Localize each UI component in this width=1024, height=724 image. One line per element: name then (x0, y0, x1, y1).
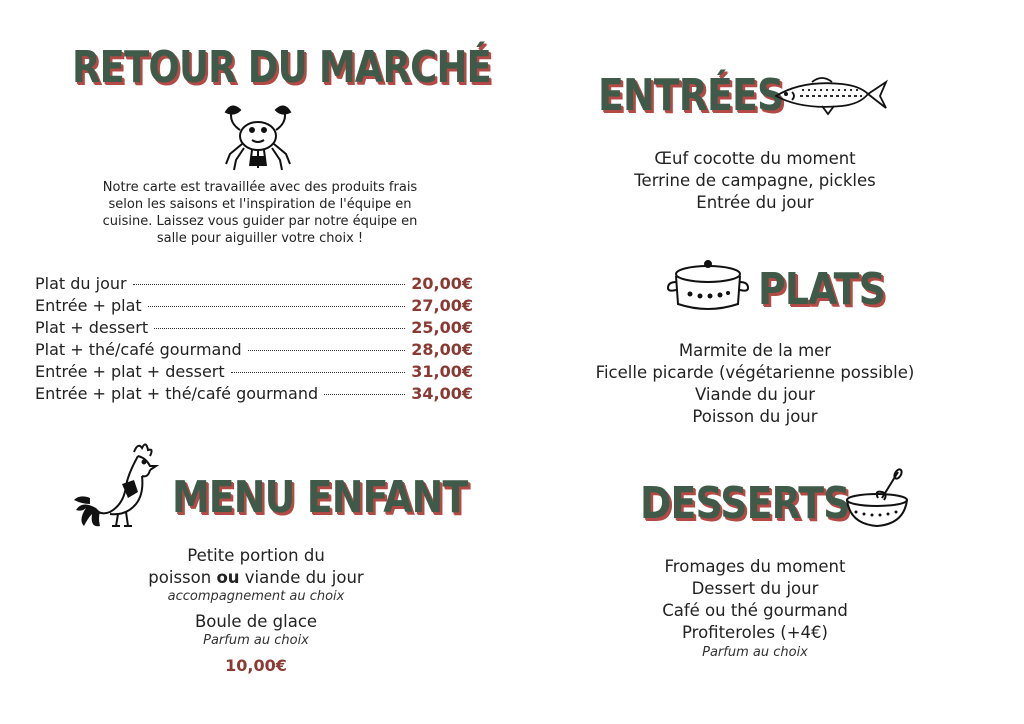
kids-word-bold: ou (216, 568, 240, 587)
kids-line (106, 567, 406, 589)
menu-item: Œuf cocotte du moment (654, 149, 856, 168)
formula-label: Entrée + plat (35, 296, 142, 315)
formula-price: 27,00€ (411, 296, 473, 315)
intro-text (60, 179, 460, 247)
menu-item: Dessert du jour (691, 579, 819, 598)
menu-item: Viande du jour (694, 385, 816, 404)
kids-note: Parfum au choix (203, 633, 309, 648)
formula-price: 20,00€ (411, 274, 473, 293)
formula-label: Entrée + plat + thé/café gourmand (35, 384, 319, 403)
formula-row (35, 274, 473, 296)
entrees-list (582, 148, 928, 214)
formula-label: Plat du jour (35, 274, 127, 293)
formula-list (35, 274, 473, 406)
menu-item: Fromages du moment (664, 557, 846, 576)
formula-price: 31,00€ (411, 362, 473, 381)
menu-item: Terrine de campagne, pickles (634, 171, 876, 190)
formula-label: Plat + dessert (35, 318, 149, 337)
menu-item: Poisson du jour (692, 407, 818, 426)
intro-line: cuisine. Laissez vous guider par notre équipe en (102, 214, 418, 229)
leader-dots (248, 350, 406, 351)
desserts-title: DESSERTS (640, 478, 850, 529)
formula-label: Plat + thé/café gourmand (35, 340, 242, 359)
formula-label: Entrée + plat + dessert (35, 362, 225, 381)
kids-title: MENU ENFANT (172, 472, 468, 523)
kids-word: poisson (148, 568, 212, 587)
crab-icon (218, 100, 298, 172)
menu-item: Ficelle picarde (végétarienne possible) (595, 363, 915, 382)
entrees-title: ENTRÉES (598, 70, 784, 121)
fish-icon (772, 74, 890, 116)
rooster-icon (72, 438, 162, 530)
intro-line: salle pour aiguiller votre choix ! (156, 231, 364, 246)
kids-line: Petite portion du (187, 546, 325, 565)
formula-price: 25,00€ (411, 318, 473, 337)
kids-note: accompagnement au choix (167, 589, 345, 604)
menu-item: Profiteroles (+4€) (682, 623, 828, 642)
formula-row (35, 340, 473, 362)
menu-item: Entrée du jour (696, 193, 814, 212)
kids-line: Boule de glace (194, 612, 318, 631)
pot-icon (666, 258, 750, 316)
leader-dots (324, 394, 405, 395)
plats-title: PLATS (758, 264, 885, 315)
formula-row (35, 296, 473, 318)
desserts-list (582, 556, 928, 662)
kids-price: 10,00€ (225, 656, 287, 675)
main-title: RETOUR DU MARCHÉ (72, 42, 491, 93)
plats-list (582, 340, 928, 428)
formula-row (35, 318, 473, 340)
formula-price: 28,00€ (411, 340, 473, 359)
formula-row (35, 384, 473, 406)
intro-line: Notre carte est travaillée avec des produits frais (102, 180, 418, 195)
leader-dots (231, 372, 406, 373)
formula-price: 34,00€ (411, 384, 473, 403)
menu-item: Café ou thé gourmand (662, 601, 848, 620)
kids-menu (106, 545, 406, 677)
leader-dots (148, 306, 406, 307)
formula-row (35, 362, 473, 384)
leader-dots (133, 284, 406, 285)
leader-dots (154, 328, 405, 329)
intro-line: selon les saisons et l'inspiration de l'équipe en (108, 197, 412, 212)
menu-item: Marmite de la mer (678, 341, 832, 360)
bowl-whisk-icon (842, 468, 912, 532)
kids-word: viande du jour (244, 568, 364, 587)
desserts-note: Parfum au choix (702, 645, 808, 660)
